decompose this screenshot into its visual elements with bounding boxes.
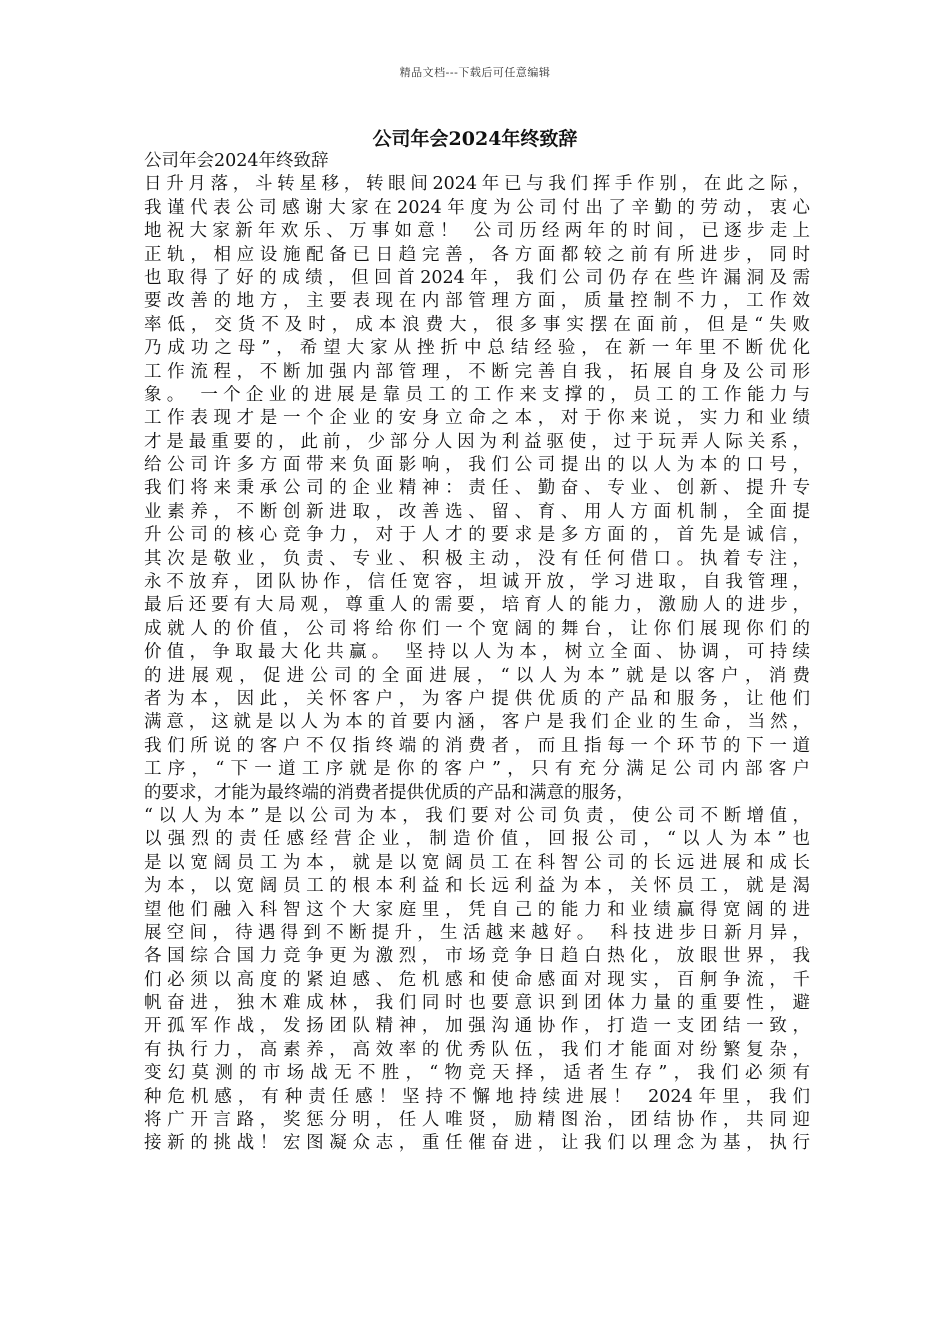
- body-text-line: 最后还要有大局观，尊重人的需要，培育人的能力，激励人的进步，: [144, 595, 810, 616]
- body-text-line: 各国综合国力竞争更为激烈，市场竞争日趋白热化，放眼世界，我: [144, 946, 810, 967]
- body-text-line: 乃成功之母”，希望大家从挫折中总结经验，在新一年里不断优化: [144, 338, 810, 359]
- body-text-line: 帆奋进，独木难成林，我们同时也要意识到团体力量的重要性，避: [144, 993, 810, 1014]
- body-text-line: 地祝大家新年欢乐、万事如意！ 公司历经两年的时间，已逐步走上: [144, 221, 810, 242]
- body-text-line: 升公司的核心竞争力，对于人才的要求是多方面的，首先是诚信，: [144, 525, 810, 546]
- body-text-line: 将广开言路，奖惩分明，任人唯贤，励精图治，团结协作，共同迎: [144, 1110, 810, 1131]
- body-text-line: 接新的挑战！宏图凝众志，重任催奋进，让我们以理念为基，执行: [144, 1133, 810, 1154]
- body-text-line: 永不放弃，团队协作，信任宽容，坦诚开放，学习进取，自我管理，: [144, 572, 810, 593]
- body-text-line: 率低，交货不及时，成本浪费大，很多事实摆在面前，但是“失败: [144, 314, 810, 335]
- body-text-line: 们必须以高度的紧迫感、危机感和使命感面对现实，百舸争流，千: [144, 969, 810, 990]
- body-text-line: 我谨代表公司感谢大家在2024年度为公司付出了辛勤的劳动，衷心: [144, 197, 810, 218]
- body-text-line: 其次是敬业，负责、专业、积极主动，没有任何借口。执着专注，: [144, 548, 810, 569]
- body-text-line: 我们将来秉承公司的企业精神：责任、勤奋、专业、创新、提升专: [144, 478, 810, 499]
- body-text-line: 日升月落，斗转星移，转眼间2024年已与我们挥手作别，在此之际，: [144, 174, 810, 195]
- body-text-line: 满意，这就是以人为本的首要内涵，客户是我们企业的生命，当然，: [144, 712, 810, 733]
- body-text-line: 业素养，不断创新进取，改善选、留、育、用人方面机制，全面提: [144, 501, 810, 522]
- body-text-line: 有执行力，高素养，高效率的优秀队伍，我们才能面对纷繁复杂，: [144, 1039, 810, 1060]
- body-text-line: 公司年会2024年终致辞: [144, 151, 329, 171]
- body-text-line: 展空间，待遇得到不断提升，生活越来越好。 科技进步日新月异，: [144, 922, 810, 943]
- body-text-line: “以人为本”是以公司为本，我们要对公司负责，使公司不断增值，: [144, 805, 810, 826]
- body-text-line: 开孤军作战，发扬团队精神，加强沟通协作，打造一支团结一致，: [144, 1016, 810, 1037]
- document-body: [144, 150, 810, 1156]
- body-text-line: 正轨，相应设施配备已日趋完善，各方面都较之前有所进步，同时: [144, 244, 810, 265]
- body-text-line: 工作流程，不断加强内部管理，不断完善自我，拓展自身及公司形: [144, 361, 810, 382]
- body-text-line: 的进展观，促进公司的全面进展，“以人为本”就是以客户，消费: [144, 665, 810, 686]
- body-text-line: 工作表现才是一个企业的安身立命之本，对于你来说，实力和业绩: [144, 408, 810, 429]
- body-text-line: 要改善的地方，主要表现在内部管理方面，质量控制不力，工作效: [144, 291, 810, 312]
- page-header-note: 精品文档---下载后可任意编辑: [399, 66, 551, 79]
- body-text-line: 的要求，才能为最终端的消费者提供优质的产品和满意的服务，: [144, 782, 634, 803]
- body-text-line: 也取得了好的成绩，但回首2024年，我们公司仍存在些许漏洞及需: [144, 267, 810, 288]
- body-text-line: 种危机感，有种责任感！坚持不懈地持续进展！ 2024年里，我们: [144, 1086, 810, 1107]
- body-text-line: 我们所说的客户不仅指终端的消费者，而且指每一个环节的下一道: [144, 735, 810, 756]
- body-text-line: 象。 一个企业的进展是靠员工的工作来支撑的，员工的工作能力与: [144, 384, 810, 405]
- body-text-line: 为本，以宽阔员工的根本利益和长远利益为本，关怀员工，就是渴: [144, 876, 810, 897]
- body-text-line: 价值，争取最大化共赢。 坚持以人为本，树立全面、协调，可持续: [144, 642, 810, 663]
- body-text-line: 是以宽阔员工为本，就是以宽阔员工在科智公司的长远进展和成长: [144, 852, 810, 873]
- body-text-line: 变幻莫测的市场战无不胜，“物竞天择，适者生存”，我们必须有: [144, 1063, 810, 1084]
- body-text-line: 以强烈的责任感经营企业，制造价值，回报公司，“以人为本”也: [144, 829, 810, 850]
- body-text-line: 者为本，因此，关怀客户，为客户提供优质的产品和服务，让他们: [144, 688, 810, 709]
- body-text-line: 才是最重要的，此前，少部分人因为利益驱使，过于玩弄人际关系，: [144, 431, 810, 452]
- body-text-line: 望他们融入科智这个大家庭里，凭自己的能力和业绩赢得宽阔的进: [144, 899, 810, 920]
- body-text-line: 给公司许多方面带来负面影响，我们公司提出的以人为本的口号，: [144, 455, 810, 476]
- body-text-line: 工序，“下一道工序就是你的客户”，只有充分满足公司内部客户: [144, 759, 810, 780]
- document-title: 公司年会2024年终致辞: [372, 128, 578, 150]
- body-text-line: 成就人的价值，公司将给你们一个宽阔的舞台，让你们展现你们的: [144, 618, 810, 639]
